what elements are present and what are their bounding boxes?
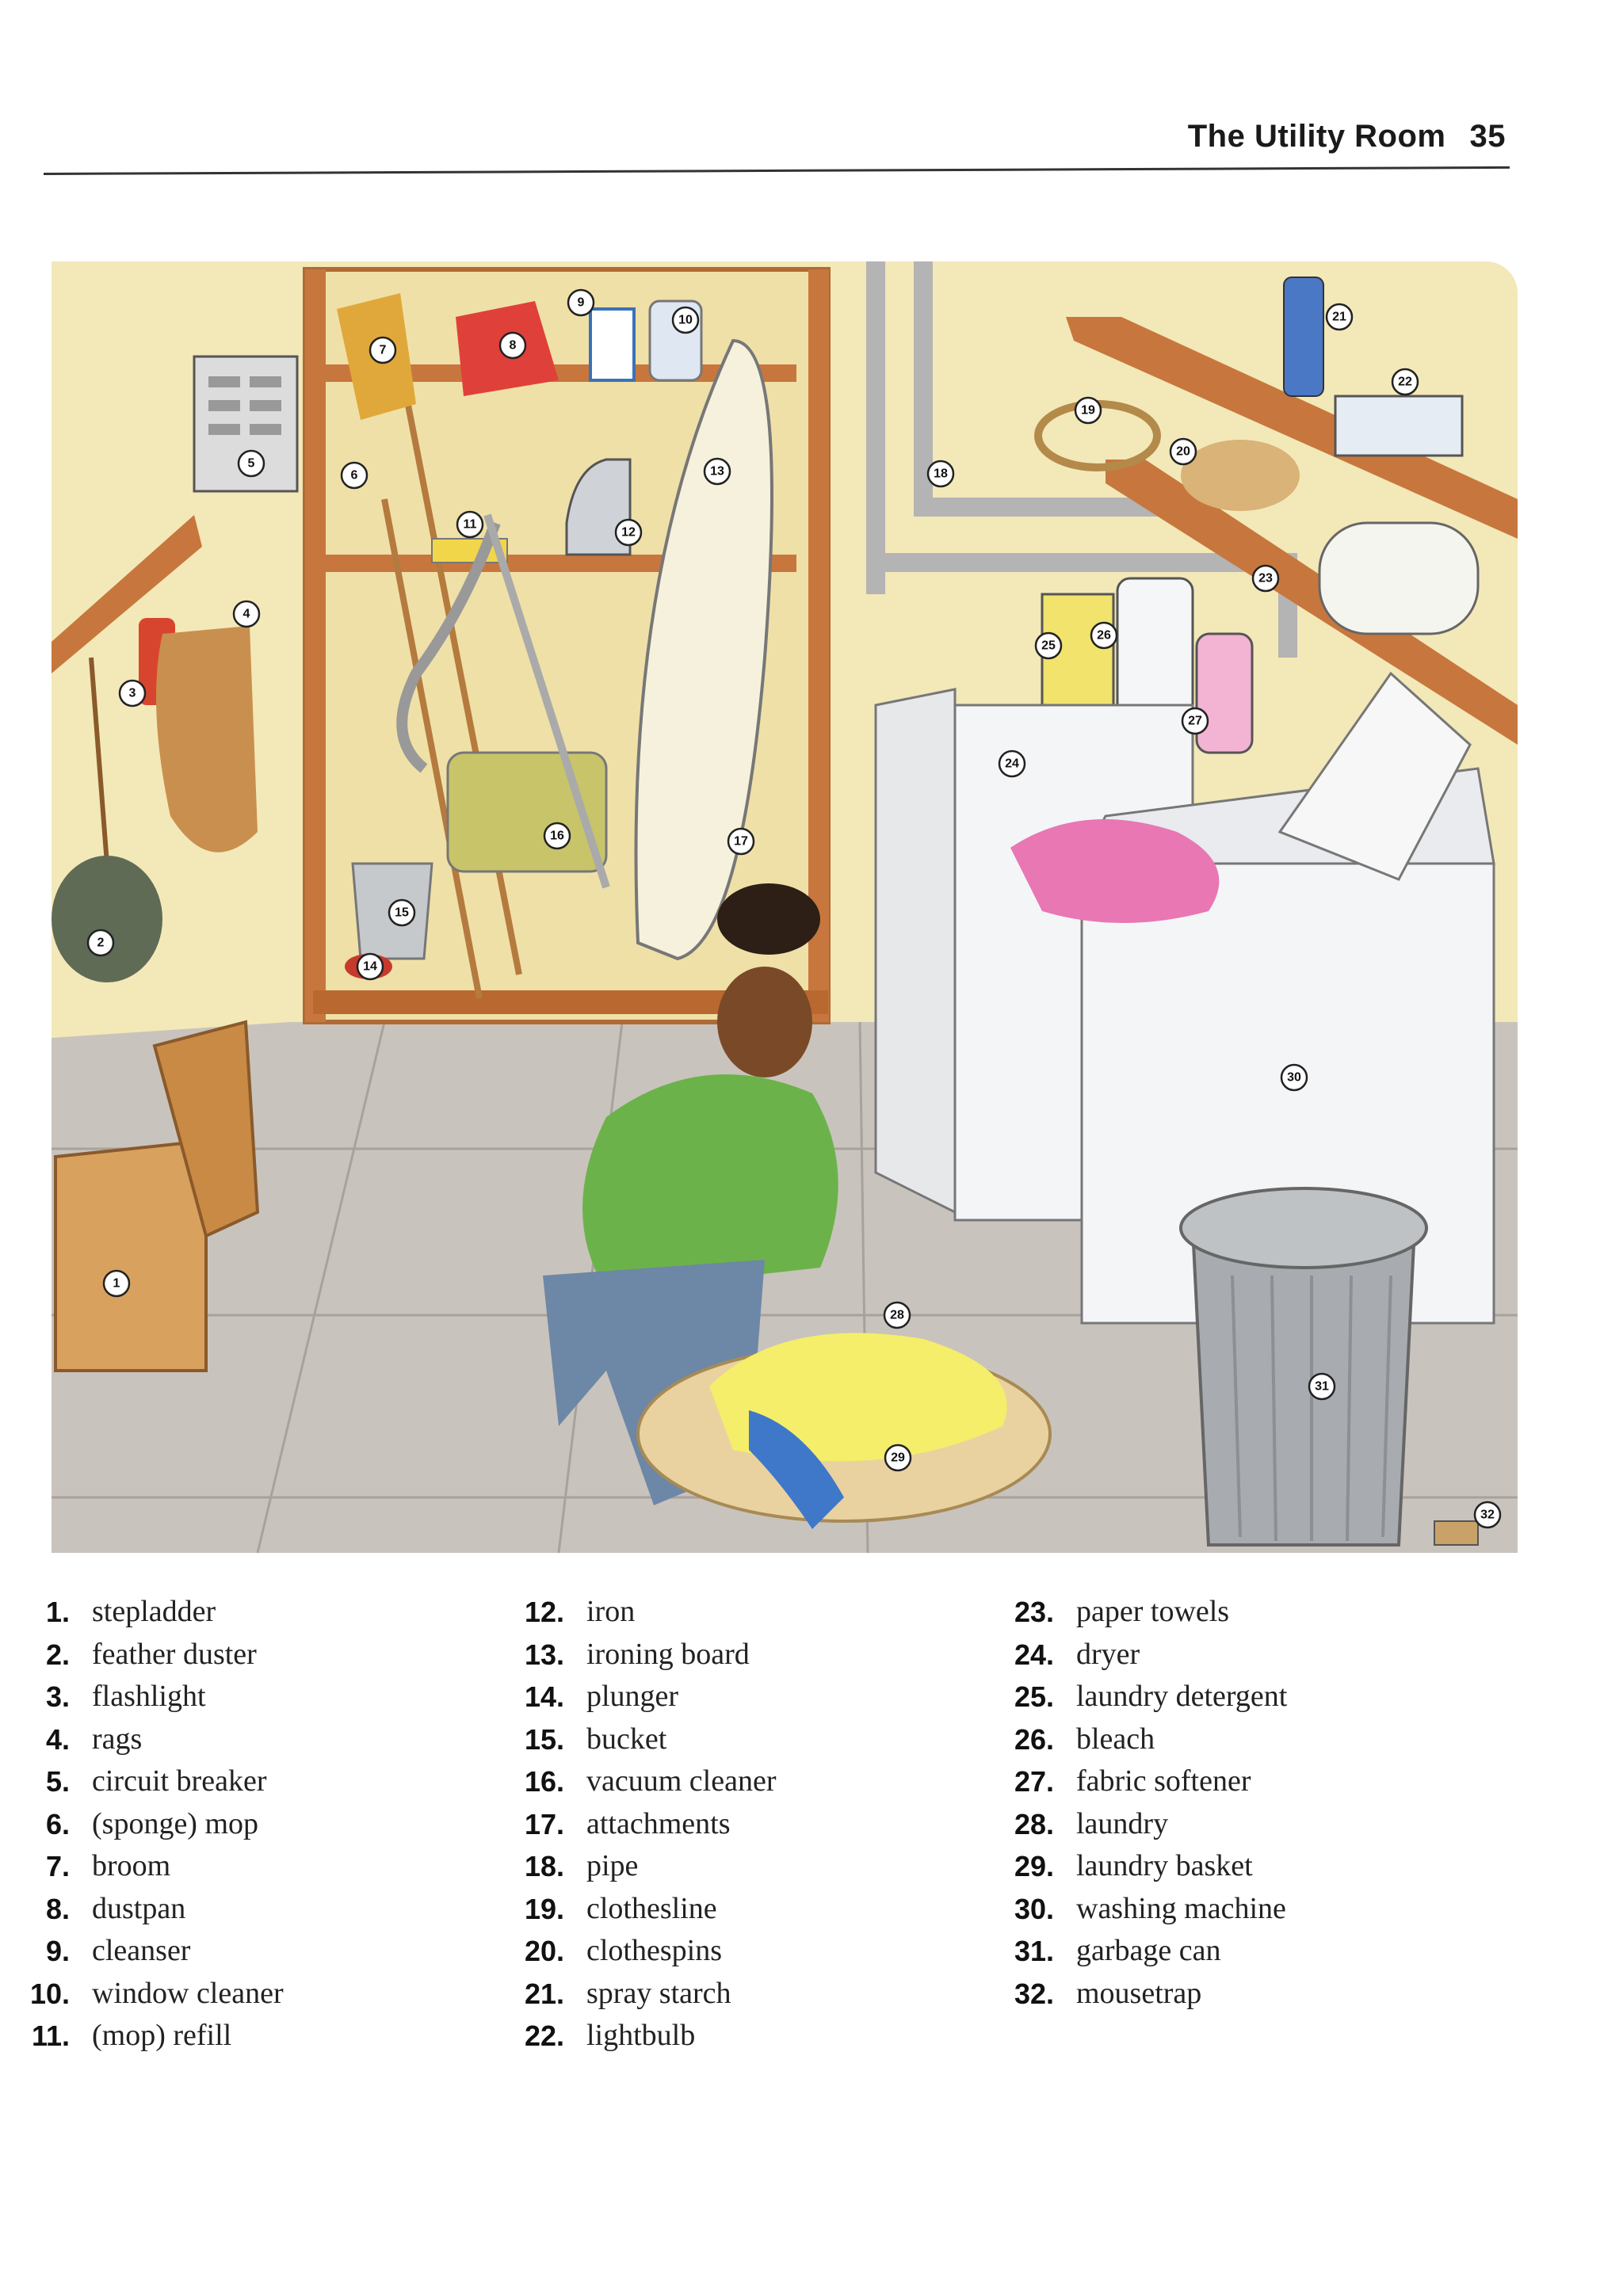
legend-term: (mop) refill xyxy=(92,2019,232,2052)
legend-term: fabric softener xyxy=(1076,1764,1251,1798)
legend-number: 20. xyxy=(524,1935,564,1967)
legend-term: vacuum cleaner xyxy=(586,1764,777,1798)
legend-term: dustpan xyxy=(92,1891,186,1925)
legend-number: 24. xyxy=(1014,1638,1054,1671)
callout-7 xyxy=(370,338,395,363)
callout-3 xyxy=(120,681,145,706)
callout-18 xyxy=(928,461,953,486)
legend-number: 23. xyxy=(1014,1596,1054,1628)
svg-text:4: 4 xyxy=(242,607,250,621)
cleanser-can xyxy=(590,309,634,380)
legend-number: 7. xyxy=(45,1850,70,1882)
spray-starch-can xyxy=(1284,277,1323,396)
svg-text:14: 14 xyxy=(363,959,377,974)
callout-8 xyxy=(500,333,525,358)
callout-1 xyxy=(104,1271,129,1296)
callout-16 xyxy=(544,823,570,849)
callout-6 xyxy=(342,463,367,488)
legend-number: 12. xyxy=(524,1596,564,1628)
legend-term: cleanser xyxy=(92,1934,191,1967)
svg-text:17: 17 xyxy=(734,834,748,849)
legend-number: 15. xyxy=(524,1722,564,1756)
page-title-text: The Utility Room xyxy=(1187,119,1446,154)
callout-31 xyxy=(1309,1374,1335,1399)
legend-number: 29. xyxy=(1014,1850,1054,1882)
svg-text:10: 10 xyxy=(678,313,693,327)
svg-text:32: 32 xyxy=(1480,1508,1495,1522)
garbage-can-shape xyxy=(1193,1228,1415,1545)
callout-14 xyxy=(357,954,383,979)
legend-number: 11. xyxy=(31,2019,70,2052)
svg-text:7: 7 xyxy=(379,343,387,357)
legend-term: pipe xyxy=(586,1849,639,1882)
legend-number: 16. xyxy=(524,1765,564,1798)
callout-4 xyxy=(234,601,259,627)
svg-text:24: 24 xyxy=(1005,757,1019,771)
svg-text:1: 1 xyxy=(113,1276,120,1291)
callout-12 xyxy=(616,520,641,545)
legend-term: laundry basket xyxy=(1076,1849,1253,1882)
legend-number: 9. xyxy=(45,1935,70,1967)
callout-17 xyxy=(728,829,754,854)
svg-text:23: 23 xyxy=(1258,571,1273,585)
svg-text:2: 2 xyxy=(97,936,105,950)
legend-term: garbage can xyxy=(1076,1934,1221,1967)
legend-term: dryer xyxy=(1076,1637,1140,1671)
legend-term: bucket xyxy=(586,1722,667,1756)
fabric-softener-bottle xyxy=(1197,634,1252,753)
legend-term: rags xyxy=(92,1722,143,1756)
legend-term: window cleaner xyxy=(92,1976,284,2010)
callout-15 xyxy=(389,900,414,925)
legend-number: 17. xyxy=(524,1807,564,1840)
paper-towel-roll xyxy=(1319,523,1478,634)
callout-29 xyxy=(885,1445,911,1470)
svg-text:18: 18 xyxy=(934,467,948,481)
legend-term: attachments xyxy=(586,1806,731,1840)
legend-term: laundry detergent xyxy=(1076,1680,1288,1713)
legend-number: 3. xyxy=(45,1680,70,1713)
legend-term: lightbulb xyxy=(586,2019,696,2052)
legend-term: laundry xyxy=(1076,1806,1169,1840)
legend-term: iron xyxy=(586,1595,636,1628)
dryer-side xyxy=(876,689,955,1212)
feather-duster-head xyxy=(52,856,162,982)
callout-25 xyxy=(1036,633,1061,658)
svg-text:25: 25 xyxy=(1041,639,1056,653)
legend-number: 25. xyxy=(1014,1680,1054,1713)
legend-number: 5. xyxy=(45,1765,70,1798)
legend-term: paper towels xyxy=(1076,1595,1230,1628)
callout-5 xyxy=(239,451,264,476)
svg-text:5: 5 xyxy=(247,456,255,471)
legend-number: 2. xyxy=(45,1638,70,1671)
mousetrap-shape xyxy=(1434,1521,1478,1545)
callout-28 xyxy=(884,1302,910,1328)
legend-number: 4. xyxy=(45,1722,70,1756)
callout-21 xyxy=(1327,304,1352,330)
legend-number: 27. xyxy=(1014,1765,1054,1798)
legend-number: 1. xyxy=(45,1596,70,1628)
legend-term: stepladder xyxy=(92,1595,216,1628)
svg-text:31: 31 xyxy=(1315,1379,1329,1394)
utility-room-drawing xyxy=(52,261,1518,1553)
person-head xyxy=(717,967,812,1077)
svg-text:22: 22 xyxy=(1398,375,1412,389)
utility-room-illustration xyxy=(52,261,1518,1553)
callout-22 xyxy=(1392,369,1418,395)
legend-number: 8. xyxy=(45,1892,70,1925)
svg-text:26: 26 xyxy=(1097,628,1111,643)
legend-term: broom xyxy=(92,1849,171,1882)
svg-text:9: 9 xyxy=(577,296,585,310)
legend-number: 13. xyxy=(524,1638,564,1671)
legend-term: feather duster xyxy=(92,1637,257,1671)
callout-24 xyxy=(999,751,1025,776)
legend-number: 31. xyxy=(1014,1935,1054,1967)
svg-text:28: 28 xyxy=(890,1308,904,1322)
legend-number: 32. xyxy=(1014,1977,1054,2010)
svg-text:27: 27 xyxy=(1188,714,1202,728)
legend-term: circuit breaker xyxy=(92,1764,267,1798)
callout-11 xyxy=(457,512,483,537)
svg-text:13: 13 xyxy=(710,464,724,479)
legend-term: clothesline xyxy=(586,1891,717,1925)
legend-number: 28. xyxy=(1014,1807,1054,1840)
svg-text:12: 12 xyxy=(621,525,636,540)
legend-number: 6. xyxy=(45,1807,70,1840)
svg-text:6: 6 xyxy=(350,468,358,482)
legend-number: 22. xyxy=(524,2019,564,2052)
legend-number: 30. xyxy=(1014,1892,1054,1925)
clothespins-pile xyxy=(1181,440,1300,511)
callout-23 xyxy=(1253,566,1278,591)
svg-text:15: 15 xyxy=(395,906,409,920)
svg-text:21: 21 xyxy=(1332,310,1346,324)
legend-number: 18. xyxy=(524,1850,564,1882)
lightbulb-box xyxy=(1335,396,1462,456)
svg-text:19: 19 xyxy=(1081,403,1095,418)
legend-number: 10. xyxy=(29,1977,70,2010)
callout-32 xyxy=(1475,1502,1500,1527)
svg-text:20: 20 xyxy=(1176,444,1190,459)
svg-text:16: 16 xyxy=(550,829,564,843)
legend-term: plunger xyxy=(586,1680,679,1713)
callout-9 xyxy=(568,290,594,315)
callout-20 xyxy=(1170,439,1196,464)
stepladder-shape xyxy=(55,1141,206,1371)
garbage-can-lid xyxy=(1181,1188,1426,1268)
callout-26 xyxy=(1091,623,1117,648)
person-hair xyxy=(717,883,820,955)
legend-number: 19. xyxy=(524,1892,564,1925)
legend-number: 26. xyxy=(1014,1722,1054,1756)
legend-term: ironing board xyxy=(586,1637,750,1671)
legend-term: (sponge) mop xyxy=(92,1806,259,1840)
svg-text:30: 30 xyxy=(1287,1070,1301,1085)
page-title xyxy=(1188,119,1506,154)
callout-10 xyxy=(673,307,698,333)
callout-30 xyxy=(1281,1065,1307,1090)
legend-term: mousetrap xyxy=(1076,1976,1202,2010)
closet-post-left xyxy=(305,269,326,1022)
callout-19 xyxy=(1075,398,1101,423)
callout-27 xyxy=(1182,708,1208,734)
legend-term: clothespins xyxy=(586,1934,722,1967)
legend-number: 21. xyxy=(524,1977,564,2010)
callout-13 xyxy=(705,459,730,484)
svg-text:11: 11 xyxy=(463,517,477,532)
legend-term: spray starch xyxy=(586,1976,731,2010)
page-number: 35 xyxy=(1469,119,1506,154)
legend-term: washing machine xyxy=(1076,1891,1286,1925)
callout-2 xyxy=(88,930,113,955)
legend-term: flashlight xyxy=(92,1680,206,1713)
svg-text:29: 29 xyxy=(891,1451,905,1465)
legend-number: 14. xyxy=(524,1680,564,1713)
legend-term: bleach xyxy=(1076,1722,1155,1756)
svg-text:3: 3 xyxy=(128,686,136,700)
svg-text:8: 8 xyxy=(509,338,517,353)
